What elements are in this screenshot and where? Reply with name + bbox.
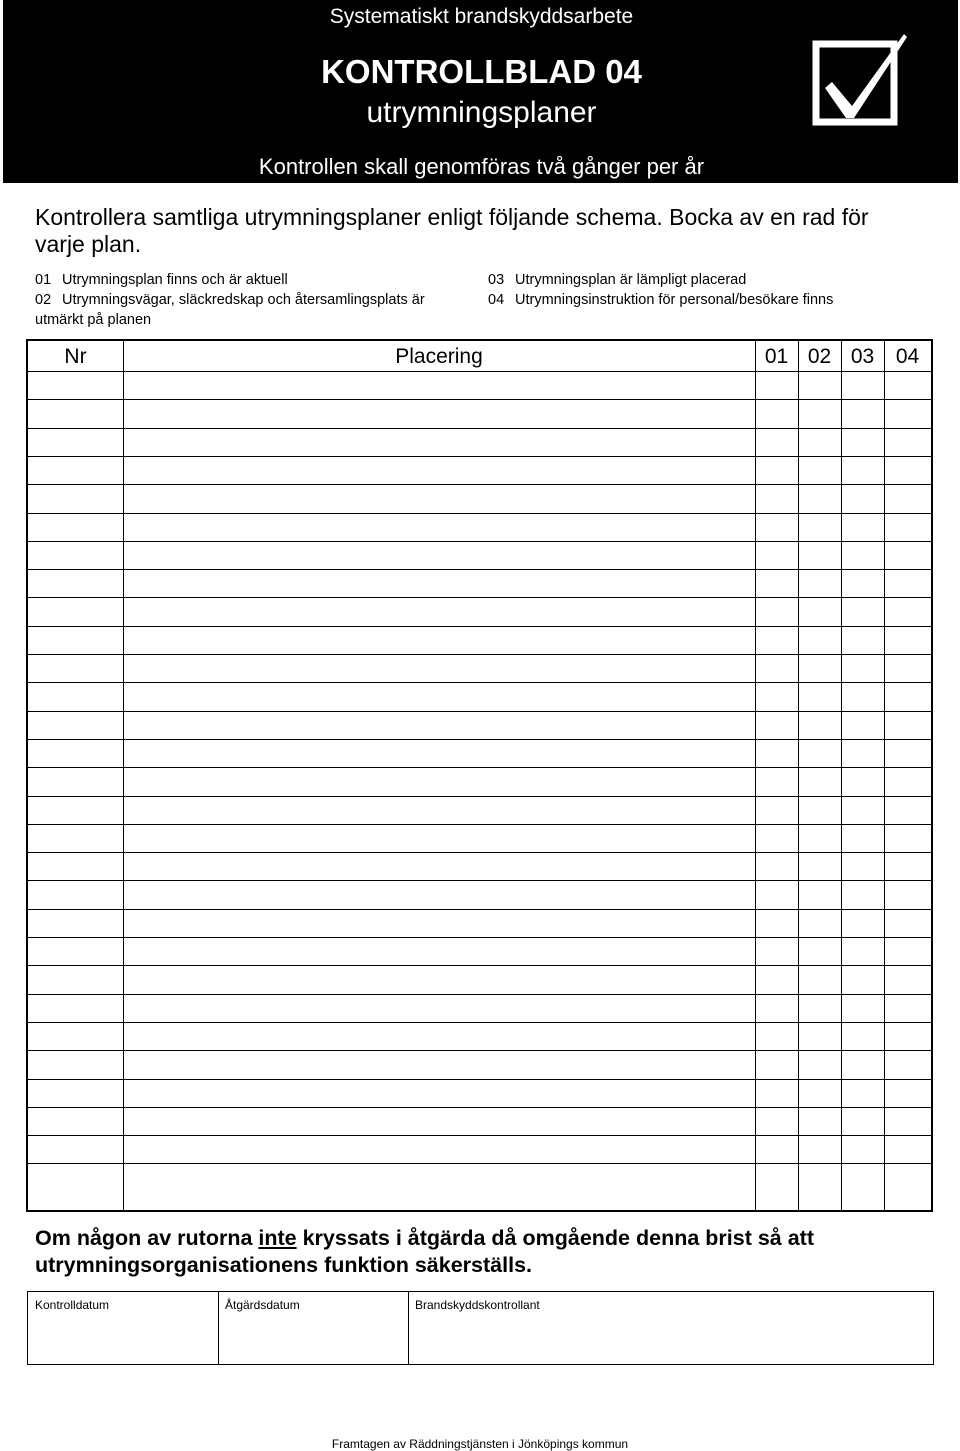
table-row-line (28, 513, 931, 514)
table-row-line (28, 994, 931, 995)
action-note-start: Om någon av rutorna (35, 1226, 259, 1250)
criterion-04 (488, 290, 833, 310)
table-row-line (28, 1163, 931, 1164)
column-header-03: 03 (850, 345, 875, 368)
table-row-line (28, 767, 931, 768)
table-row-line (28, 597, 931, 598)
column-header-nr: Nr (64, 345, 87, 368)
criterion-code: 02 (35, 292, 52, 308)
kontrolldatum-label: Kontrolldatum (35, 1298, 110, 1312)
criterion-text: Utrymningsplan finns och är aktuell (62, 272, 288, 288)
criterion-02 (35, 290, 425, 310)
document-category: Systematiskt brandskyddsarbete (329, 5, 634, 28)
table-row-line (28, 909, 931, 910)
action-note-emphasis: inte (258, 1226, 297, 1250)
signature-divider (408, 1292, 409, 1364)
action-note (35, 1225, 935, 1279)
column-header-placering: Placering (395, 345, 483, 368)
table-row-line (28, 456, 931, 457)
frequency-note: Kontrollen skall genomföras två gånger per år (258, 154, 705, 179)
instructions: Kontrollera samtliga utrymningsplaner enligt följande schema. Bocka av en rad för varje plan. (35, 204, 869, 257)
table-row-line (28, 852, 931, 853)
table-row-line (28, 1022, 931, 1023)
table-row-line (28, 965, 931, 966)
table-row-line (28, 1079, 931, 1080)
table-row-line (28, 371, 931, 372)
column-divider (884, 341, 885, 1210)
table-row-line (28, 399, 931, 400)
table-row-line (28, 711, 931, 712)
table-row-line (28, 824, 931, 825)
criterion-text: Utrymningsvägar, släckredskap och återsamlingsplats är (62, 292, 425, 308)
table-row-line (28, 937, 931, 938)
table-row-line (28, 739, 931, 740)
header-banner (3, 0, 958, 183)
criterion-text: Utrymningsplan är lämpligt placerad (515, 272, 747, 288)
criteria-list-right (488, 270, 833, 310)
criteria-list-left (35, 270, 425, 330)
table-row-line (28, 569, 931, 570)
table-row-line (28, 682, 931, 683)
table-row-line (28, 484, 931, 485)
table-row-line (28, 626, 931, 627)
table-row-line (28, 541, 931, 542)
column-header-01: 01 (764, 345, 789, 368)
page-subtitle: utrymningsplaner (366, 96, 597, 129)
kontrollant-label: Brandskyddskontrollant (415, 1298, 540, 1312)
column-divider (123, 341, 124, 1210)
criterion-03 (488, 270, 833, 290)
column-divider (798, 341, 799, 1210)
action-note-end: kryssats i åtgärda då omgående denna brist så att utrymningsorganisationens funktion säkerställs. (35, 1226, 815, 1277)
criterion-01 (35, 270, 425, 290)
table-row-line (28, 880, 931, 881)
criterion-code: 04 (488, 292, 505, 308)
table-row-line (28, 428, 931, 429)
table-row-line (28, 1050, 931, 1051)
atgardsdatum-label: Åtgärdsdatum (225, 1298, 300, 1312)
table-row-line (28, 1107, 931, 1108)
table-row-line (28, 1135, 931, 1136)
table-row-line (28, 796, 931, 797)
signature-divider (218, 1292, 219, 1364)
column-divider (841, 341, 842, 1210)
criterion-code: 01 (35, 272, 52, 288)
page-title: KONTROLLBLAD 04 (321, 53, 642, 90)
criterion-02-continued: utmärkt på planen (35, 312, 152, 328)
inspection-table (26, 339, 933, 1212)
column-divider (755, 341, 756, 1210)
signature-box (27, 1291, 934, 1365)
column-header-04: 04 (895, 345, 920, 368)
table-row-line (28, 654, 931, 655)
criterion-text: Utrymningsinstruktion för personal/besökare finns (515, 292, 834, 308)
column-header-02: 02 (807, 345, 832, 368)
criterion-code: 03 (488, 272, 505, 288)
credit-line: Framtagen av Räddningstjänsten i Jönköpings kommun (331, 1437, 629, 1451)
checkbox-checked-icon (808, 30, 908, 130)
